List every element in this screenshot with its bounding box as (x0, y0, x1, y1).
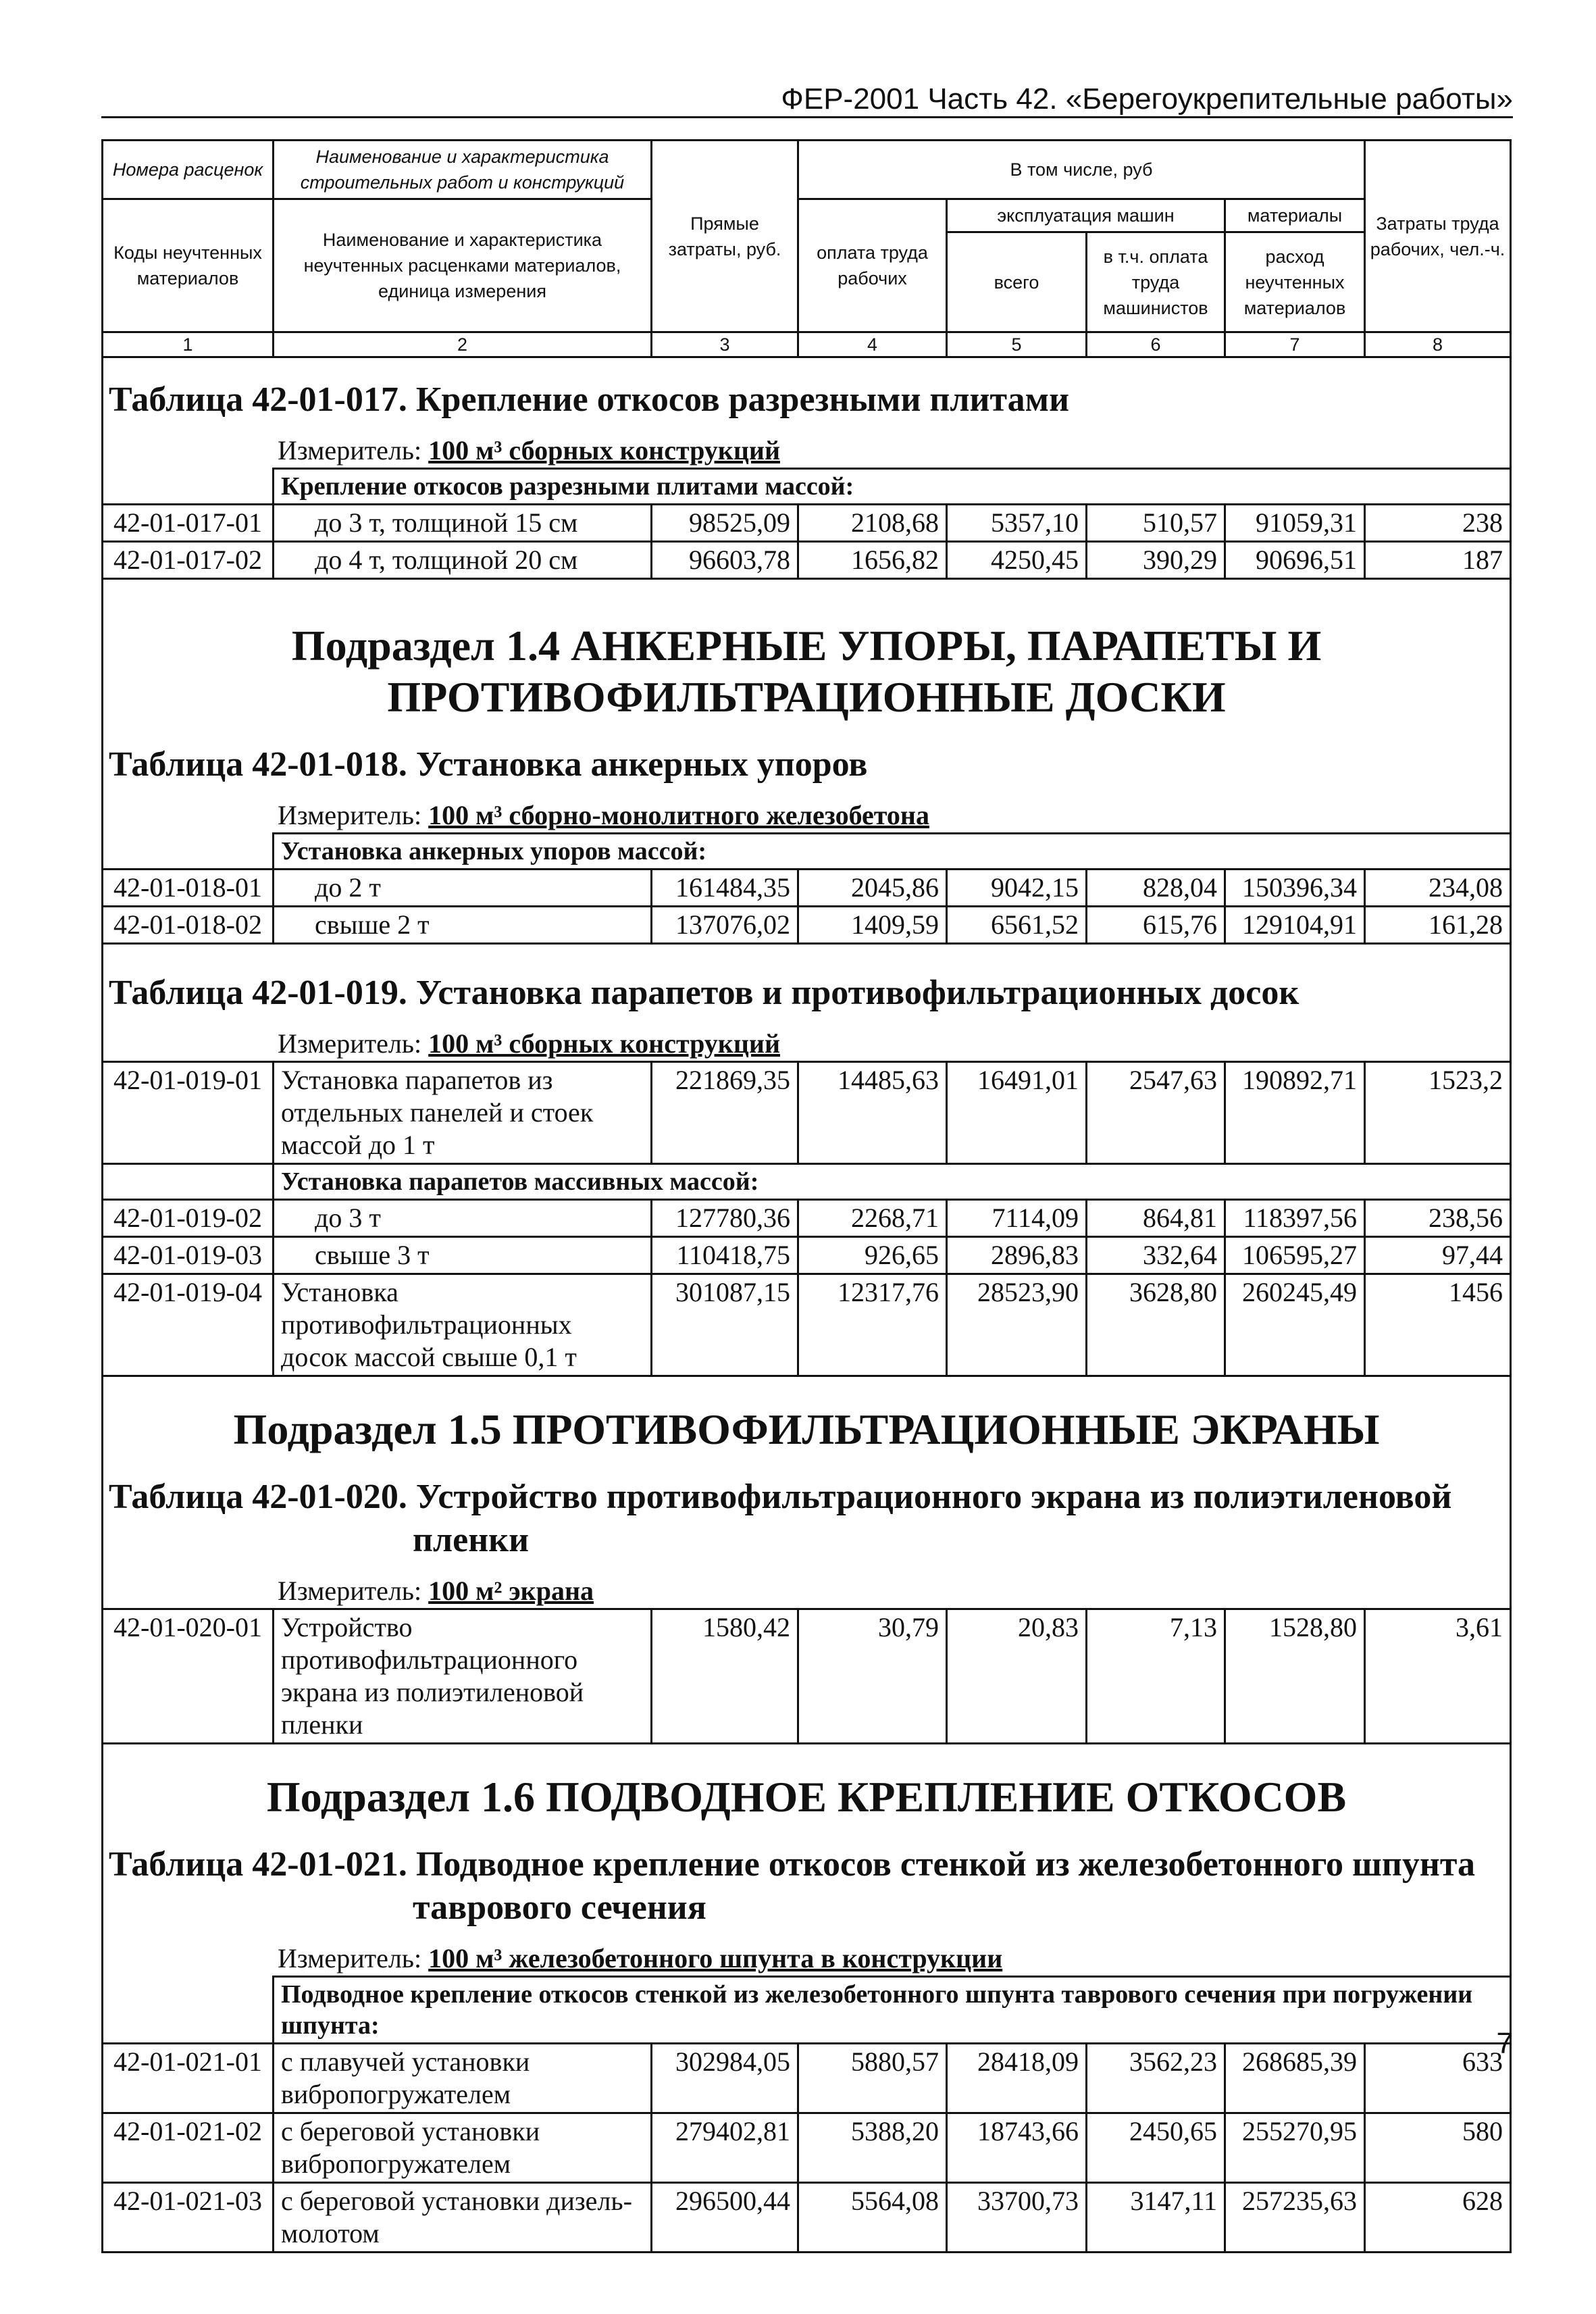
table-row (103, 2113, 1511, 2183)
machines-total: 2896,83 (947, 1237, 1087, 1274)
header-col7: расход неучтенных материалов (1225, 232, 1365, 332)
header-num: 6 (1087, 332, 1225, 357)
machines-total: 6561,52 (947, 907, 1087, 944)
labor-pay: 926,65 (798, 1237, 947, 1274)
table-title: Таблица 42-01-019. Установка парапетов и противофильтрационных досок (103, 944, 1511, 1021)
materials: 90696,51 (1225, 542, 1365, 579)
labor-hours: 3,61 (1365, 1609, 1511, 1744)
section-heading: Подраздел 1.4 АНКЕРНЫЕ УПОРЫ, ПАРАПЕТЫ И ПРОТИВОФИЛЬТРАЦИОННЫЕ ДОСКИ (103, 579, 1511, 737)
measure-unit: 100 м² экрана (428, 1576, 594, 1606)
machines-total: 20,83 (947, 1609, 1087, 1744)
labor-pay: 2108,68 (798, 505, 947, 542)
machines-total: 33700,73 (947, 2183, 1087, 2253)
labor-hours: 628 (1365, 2183, 1511, 2253)
section-heading: Подраздел 1.5 ПРОТИВОФИЛЬТРАЦИОННЫЕ ЭКРАНЫ (103, 1376, 1511, 1469)
running-header: ФЕР-2001 Часть 42. «Берегоукрепительные работы» (781, 82, 1513, 116)
labor-pay: 12317,76 (798, 1274, 947, 1376)
table-row (103, 1237, 1511, 1274)
rate-code: 42-01-020-01 (103, 1609, 274, 1744)
direct-costs: 296500,44 (652, 2183, 798, 2253)
machinists-pay: 7,13 (1087, 1609, 1225, 1744)
machinists-pay: 2450,65 (1087, 2113, 1225, 2183)
materials: 150396,34 (1225, 870, 1365, 907)
labor-pay: 14485,63 (798, 1062, 947, 1164)
machinists-pay: 3628,80 (1087, 1274, 1225, 1376)
header-col2-bottom: Наименование и характеристика неучтенных расценками материалов, единица измерения (274, 199, 652, 332)
table-title: Таблица 42-01-017. Крепление откосов разрезными плитами (103, 357, 1511, 428)
labor-pay: 30,79 (798, 1609, 947, 1744)
machinists-pay: 510,57 (1087, 505, 1225, 542)
header-col8: Затраты труда рабочих, чел.-ч. (1365, 141, 1511, 332)
header-col6: в т.ч. оплата труда машинистов (1087, 232, 1225, 332)
machinists-pay: 2547,63 (1087, 1062, 1225, 1164)
table-row (103, 870, 1511, 907)
rate-code: 42-01-017-01 (103, 505, 274, 542)
table-row (103, 2183, 1511, 2253)
measure-line (103, 1020, 1511, 1062)
table-row (103, 1062, 1511, 1164)
labor-hours: 580 (1365, 2113, 1511, 2183)
header-col1-top: Номера расценок (103, 141, 274, 199)
rate-code: 42-01-019-04 (103, 1274, 274, 1376)
direct-costs: 98525,09 (652, 505, 798, 542)
labor-pay: 5880,57 (798, 2044, 947, 2113)
machines-total: 4250,45 (947, 542, 1087, 579)
header-rule (101, 116, 1513, 118)
machinists-pay: 390,29 (1087, 542, 1225, 579)
header-col3: Прямые затраты, руб. (652, 141, 798, 332)
rate-description: до 3 т, толщиной 15 см (274, 505, 652, 542)
direct-costs: 96603,78 (652, 542, 798, 579)
header-num: 4 (798, 332, 947, 357)
header-num: 3 (652, 332, 798, 357)
machinists-pay: 864,81 (1087, 1200, 1225, 1237)
labor-hours: 234,08 (1365, 870, 1511, 907)
header-num: 5 (947, 332, 1087, 357)
measure-line (103, 1935, 1511, 1977)
table-title-line: Таблица 42-01-020. Устройство противофильтрационного экрана из полиэтиленовой (109, 1478, 1452, 1516)
labor-hours: 161,28 (1365, 907, 1511, 944)
materials: 260245,49 (1225, 1274, 1365, 1376)
header-col5: всего (947, 232, 1087, 332)
labor-pay: 5388,20 (798, 2113, 947, 2183)
measure-unit: 100 м³ железобетонного шпунта в конструкции (428, 1943, 1003, 1973)
machinists-pay: 3147,11 (1087, 2183, 1225, 2253)
materials: 1528,80 (1225, 1609, 1365, 1744)
table-title (103, 1836, 1511, 1935)
materials: 118397,56 (1225, 1200, 1365, 1237)
measure-prefix: Измеритель: (278, 800, 422, 830)
labor-hours: 97,44 (1365, 1237, 1511, 1274)
header-num: 1 (103, 332, 274, 357)
machinists-pay: 332,64 (1087, 1237, 1225, 1274)
subheading: Подводное крепление откосов стенкой из железобетонного шпунта таврового сечения при погружении шпунта: (274, 1977, 1511, 2044)
direct-costs: 110418,75 (652, 1237, 798, 1274)
header-group: В том числе, руб (798, 141, 1365, 199)
table-title-line: пленки (413, 1521, 530, 1559)
direct-costs: 302984,05 (652, 2044, 798, 2113)
header-col2-top: Наименование и характеристика строительных работ и конструкций (274, 141, 652, 199)
table-title (103, 1469, 1511, 1567)
rate-code: 42-01-019-01 (103, 1062, 274, 1164)
rate-code: 42-01-018-01 (103, 870, 274, 907)
labor-hours: 633 (1365, 2044, 1511, 2113)
subheading: Установка парапетов массивных массой: (274, 1164, 1511, 1200)
labor-pay: 1409,59 (798, 907, 947, 944)
header-materials: материалы (1225, 199, 1365, 232)
machines-total: 28418,09 (947, 2044, 1087, 2113)
machines-total: 9042,15 (947, 870, 1087, 907)
labor-pay: 5564,08 (798, 2183, 947, 2253)
header-col4: оплата труда рабочих (798, 199, 947, 332)
materials: 91059,31 (1225, 505, 1365, 542)
direct-costs: 161484,35 (652, 870, 798, 907)
direct-costs: 127780,36 (652, 1200, 798, 1237)
materials: 129104,91 (1225, 907, 1365, 944)
machinists-pay: 3562,23 (1087, 2044, 1225, 2113)
measure-unit: 100 м³ сборно-монолитного железобетона (428, 800, 929, 830)
rate-description: свыше 2 т (274, 907, 652, 944)
header-machines: эксплуатация машин (947, 199, 1225, 232)
rate-description: с плавучей установки вибропогружателем (274, 2044, 652, 2113)
rate-description: до 3 т (274, 1200, 652, 1237)
rate-code: 42-01-019-02 (103, 1200, 274, 1237)
measure-line (103, 1567, 1511, 1609)
table-row (103, 1609, 1511, 1744)
measure-line (103, 427, 1511, 469)
rate-description: Устройство противофильтрационного экрана из полиэтиленовой пленки (274, 1609, 652, 1744)
materials: 268685,39 (1225, 2044, 1365, 2113)
rate-description: с береговой установки вибропогружателем (274, 2113, 652, 2183)
header-num: 2 (274, 332, 652, 357)
rate-code: 42-01-017-02 (103, 542, 274, 579)
subheading: Крепление откосов разрезными плитами массой: (274, 469, 1511, 505)
measure-unit: 100 м³ сборных конструкций (428, 1028, 780, 1059)
materials: 257235,63 (1225, 2183, 1365, 2253)
machines-total: 7114,09 (947, 1200, 1087, 1237)
direct-costs: 1580,42 (652, 1609, 798, 1744)
direct-costs: 137076,02 (652, 907, 798, 944)
rate-description: до 4 т, толщиной 20 см (274, 542, 652, 579)
machinists-pay: 615,76 (1087, 907, 1225, 944)
rate-description: до 2 т (274, 870, 652, 907)
labor-pay: 2268,71 (798, 1200, 947, 1237)
table-title-line: таврового сечения (413, 1888, 706, 1927)
machines-total: 16491,01 (947, 1062, 1087, 1164)
table-row (103, 542, 1511, 579)
header-col1-bottom: Коды неучтенных материалов (103, 199, 274, 332)
machines-total: 28523,90 (947, 1274, 1087, 1376)
rate-description: Установка парапетов из отдельных панелей и стоек массой до 1 т (274, 1062, 652, 1164)
labor-pay: 2045,86 (798, 870, 947, 907)
materials: 190892,71 (1225, 1062, 1365, 1164)
table-row (103, 907, 1511, 944)
table-row (103, 1274, 1511, 1376)
measure-line (103, 792, 1511, 834)
table-row (103, 1200, 1511, 1237)
labor-hours: 1456 (1365, 1274, 1511, 1376)
materials: 255270,95 (1225, 2113, 1365, 2183)
rate-code: 42-01-019-03 (103, 1237, 274, 1274)
direct-costs: 279402,81 (652, 2113, 798, 2183)
table-row (103, 2044, 1511, 2113)
labor-pay: 1656,82 (798, 542, 947, 579)
labor-hours: 238,56 (1365, 1200, 1511, 1237)
page-number: 7 (1496, 2027, 1513, 2060)
measure-prefix: Измеритель: (278, 1028, 422, 1059)
rate-code: 42-01-021-03 (103, 2183, 274, 2253)
rate-description: с береговой установки дизель-молотом (274, 2183, 652, 2253)
machinists-pay: 828,04 (1087, 870, 1225, 907)
header-num: 7 (1225, 332, 1365, 357)
header-num: 8 (1365, 332, 1511, 357)
labor-hours: 1523,2 (1365, 1062, 1511, 1164)
measure-unit: 100 м³ сборных конструкций (428, 435, 780, 466)
direct-costs: 301087,15 (652, 1274, 798, 1376)
rate-description: свыше 3 т (274, 1237, 652, 1274)
rate-code: 42-01-021-02 (103, 2113, 274, 2183)
materials: 106595,27 (1225, 1237, 1365, 1274)
table-title: Таблица 42-01-018. Установка анкерных упоров (103, 736, 1511, 792)
machines-total: 5357,10 (947, 505, 1087, 542)
rate-code: 42-01-018-02 (103, 907, 274, 944)
price-table (101, 139, 1512, 2253)
machines-total: 18743,66 (947, 2113, 1087, 2183)
direct-costs: 221869,35 (652, 1062, 798, 1164)
labor-hours: 187 (1365, 542, 1511, 579)
rate-description: Установка противофильтрационных досок массой свыше 0,1 т (274, 1274, 652, 1376)
table-row (103, 505, 1511, 542)
labor-hours: 238 (1365, 505, 1511, 542)
section-heading: Подраздел 1.6 ПОДВОДНОЕ КРЕПЛЕНИЕ ОТКОСОВ (103, 1744, 1511, 1837)
measure-prefix: Измеритель: (278, 1943, 422, 1973)
measure-prefix: Измеритель: (278, 435, 422, 466)
rate-code: 42-01-021-01 (103, 2044, 274, 2113)
measure-prefix: Измеритель: (278, 1576, 422, 1606)
subheading: Установка анкерных упоров массой: (274, 834, 1511, 870)
table-title-line: Таблица 42-01-021. Подводное крепление откосов стенкой из железобетонного шпунта (109, 1845, 1476, 1884)
